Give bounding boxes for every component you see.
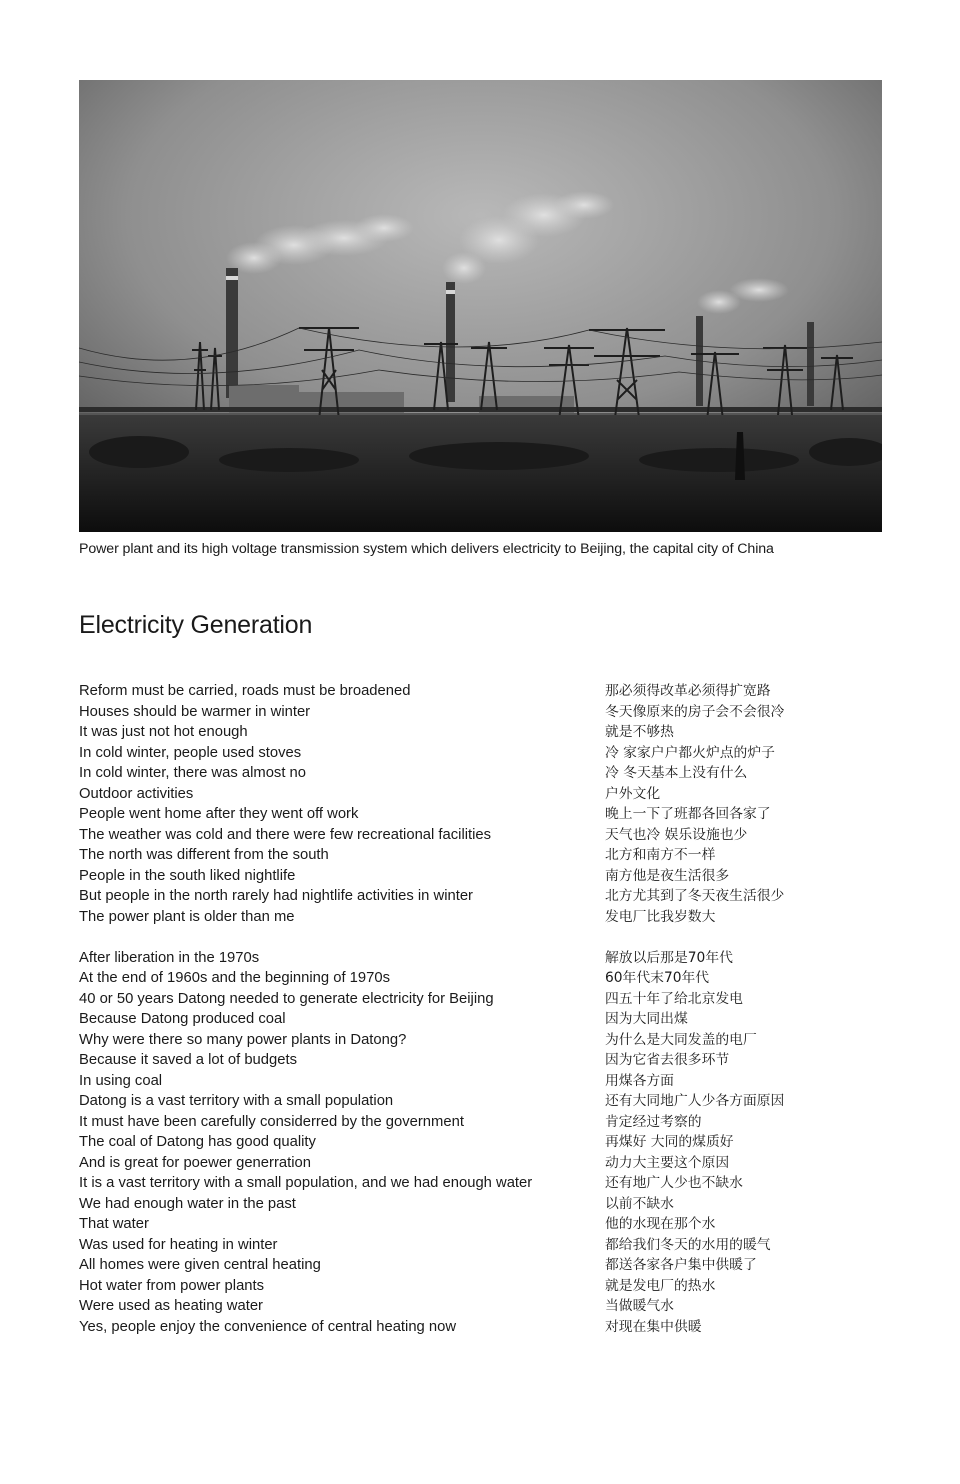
- english-line: Houses should be warmer in winter: [79, 703, 311, 720]
- section-title: Electricity Generation: [79, 611, 313, 639]
- chinese-line: 解放以后那是70年代: [605, 949, 733, 966]
- english-line: People in the south liked nightlife: [79, 867, 296, 884]
- chinese-line: 因为它省去很多环节: [605, 1052, 730, 1068]
- english-line: 40 or 50 years Datong needed to generate electricity for Beijing: [79, 990, 494, 1007]
- chinese-line: 晚上一下了班都各回各家了: [605, 806, 771, 822]
- english-line: But people in the north rarely had nightlife activities in winter: [79, 888, 473, 904]
- stanza-gap: [79, 927, 532, 948]
- chinese-line: 就是不够热: [605, 724, 674, 740]
- english-line: Datong is a vast territory with a small population: [79, 1093, 394, 1109]
- chinese-line: 肯定经过考察的: [605, 1113, 702, 1130]
- stanza-gap: [605, 927, 784, 948]
- chinese-line: 当做暖气水: [605, 1298, 674, 1314]
- chinese-line: 再煤好 大同的煤质好: [605, 1134, 734, 1150]
- chinese-line: 动力大主要这个原因: [605, 1154, 730, 1171]
- chinese-line: 就是发电厂的热水: [605, 1277, 716, 1294]
- english-line: And is great for poewer generration: [79, 1154, 311, 1171]
- chinese-line: 因为大同出煤: [605, 1011, 688, 1027]
- chinese-line: 以前不缺水: [605, 1195, 674, 1212]
- photo-caption: Power plant and its high voltage transmission system which delivers electricity to Beijing, the capital city of China: [79, 541, 774, 557]
- english-line: All homes were given central heating: [79, 1257, 321, 1273]
- english-line: At the end of 1960s and the beginning of 1970s: [79, 970, 390, 986]
- english-line: People went home after they went off work: [79, 806, 359, 822]
- chinese-line: 四五十年了给北京发电: [605, 990, 743, 1007]
- chinese-line: 还有地广人少也不缺水: [605, 1175, 743, 1191]
- english-line: Because Datong produced coal: [79, 1011, 286, 1027]
- english-line: We had enough water in the past: [79, 1195, 296, 1212]
- chinese-line: 户外文化: [605, 785, 661, 802]
- chinese-line: 发电厂比我岁数大: [605, 908, 716, 925]
- english-line: That water: [79, 1216, 149, 1232]
- english-line: It was just not hot enough: [79, 724, 248, 740]
- chinese-line: 都送各家各户集中供暖了: [605, 1257, 757, 1273]
- english-line: It must have been carefully considerred by the government: [79, 1113, 464, 1130]
- english-line: In using coal: [79, 1072, 163, 1089]
- chinese-line: 南方他是夜生活很多: [605, 867, 730, 884]
- english-line: Yes, people enjoy the convenience of central heating now: [79, 1318, 457, 1335]
- english-line: Were used as heating water: [79, 1298, 263, 1314]
- english-line: The weather was cold and there were few recreational facilities: [79, 826, 492, 843]
- chinese-line: 北方尤其到了冬天夜生活很少: [605, 888, 785, 904]
- english-line: The power plant is older than me: [79, 908, 295, 925]
- english-line: It is a vast territory with a small population, and we had enough water: [79, 1175, 533, 1191]
- chinese-line: 还有大同地广人少各方面原因: [605, 1093, 785, 1109]
- chinese-line: 为什么是大同发盖的电厂: [605, 1031, 757, 1048]
- chinese-transcript: [605, 681, 784, 1337]
- english-line: In cold winter, there was almost no: [79, 765, 306, 781]
- english-line: Because it saved a lot of budgets: [79, 1052, 297, 1068]
- power-plant-photo: [79, 80, 882, 532]
- english-line: After liberation in the 1970s: [79, 949, 260, 966]
- english-line: The coal of Datong has good quality: [79, 1134, 316, 1150]
- english-line: Reform must be carried, roads must be broadened: [79, 683, 411, 699]
- chinese-line: 都给我们冬天的水用的暖气: [605, 1236, 771, 1253]
- chinese-line: 用煤各方面: [605, 1072, 674, 1089]
- english-line: The north was different from the south: [79, 847, 329, 863]
- english-line: Why were there so many power plants in Datong?: [79, 1031, 407, 1048]
- chinese-line: 冷 家家户户都火炉点的炉子: [605, 744, 775, 761]
- english-transcript: [79, 681, 532, 1337]
- chinese-line: 60年代末70年代: [605, 970, 710, 986]
- english-line: Was used for heating in winter: [79, 1236, 278, 1253]
- chinese-line: 冬天像原来的房子会不会很冷: [605, 703, 785, 720]
- chinese-line: 他的水现在那个水: [605, 1216, 716, 1232]
- english-line: Hot water from power plants: [79, 1277, 265, 1294]
- power-plant-image: [79, 80, 882, 532]
- chinese-line: 冷 冬天基本上没有什么: [605, 765, 748, 781]
- chinese-line: 那必须得改革必须得扩宽路: [605, 683, 771, 699]
- english-line: In cold winter, people used stoves: [79, 744, 302, 761]
- chinese-line: 对现在集中供暖: [605, 1318, 702, 1335]
- chinese-line: 天气也冷 娱乐设施也少: [605, 826, 748, 843]
- english-line: Outdoor activities: [79, 785, 194, 802]
- chinese-line: 北方和南方不一样: [605, 847, 716, 863]
